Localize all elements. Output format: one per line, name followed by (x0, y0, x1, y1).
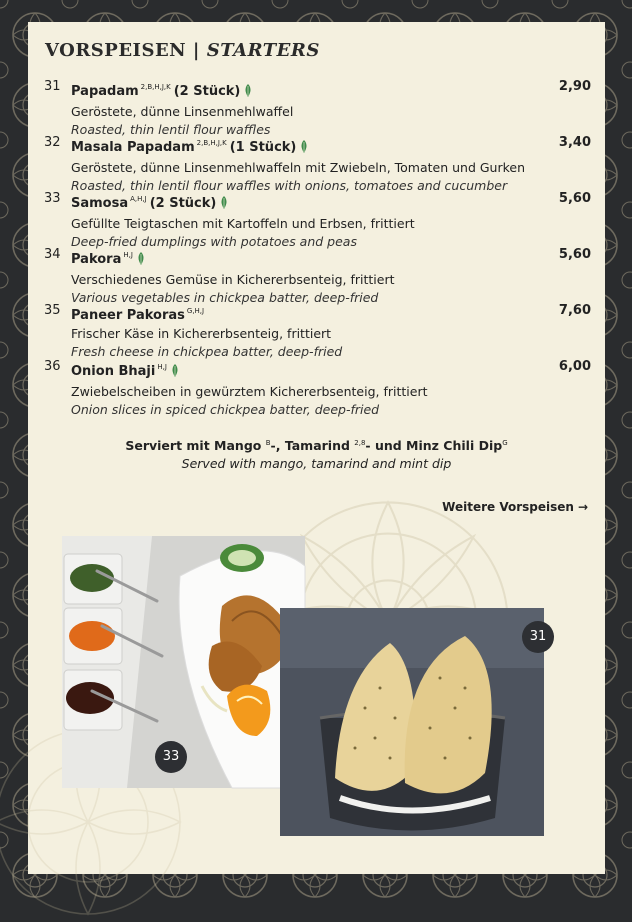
item-name: Samosa (71, 196, 129, 211)
vegetarian-leaf-icon (137, 252, 145, 271)
item-number: 36 (44, 359, 61, 374)
vegetarian-leaf-icon (220, 196, 228, 215)
title-separator: | (192, 40, 200, 61)
papadam-illustration (280, 608, 544, 836)
item-allergens: A,H,J (130, 195, 147, 203)
item-allergens: 2,B,H,J,K (140, 83, 171, 91)
item-name: Papadam (71, 84, 139, 99)
item-description-de: Frischer Käse in Kichererbsenteig, frittiert (71, 326, 332, 341)
more-starters-label: Weitere Vorspeisen (442, 500, 574, 514)
title-german: VORSPEISEN (45, 40, 187, 61)
papadam-photo (280, 608, 547, 836)
item-description-de: Geröstete, dünne Linsenmehlwaffeln mit Zwiebeln, Tomaten und Gurken (71, 160, 526, 175)
item-description-en: Roasted, thin lentil flour waffles (71, 122, 271, 137)
item-number: 33 (44, 191, 61, 206)
vegetarian-leaf-icon (300, 140, 308, 159)
item-allergens: H,J (123, 251, 133, 259)
dips-note (28, 434, 605, 473)
arrow-right-icon: → (577, 500, 588, 514)
item-name: Masala Papadam (71, 140, 195, 155)
dips-note-en: Served with mango, tamarind and mint dip (181, 456, 452, 472)
item-name: Pakora (71, 252, 122, 267)
vegetarian-leaf-icon (171, 364, 179, 383)
item-price: 7,60 (558, 303, 591, 318)
item-number: 31 (44, 79, 61, 94)
item-description-de: Geröstete, dünne Linsenmehlwaffel (71, 104, 294, 119)
item-number: 32 (44, 135, 61, 150)
item-number: 35 (44, 303, 61, 318)
item-price: 6,00 (558, 359, 591, 374)
item-price: 3,40 (558, 135, 591, 150)
dips-note-de: Serviert mit Mango $^B$-, Tamarind $^{2,8}$- und Minz Chili Dip$^G$ (125, 438, 508, 454)
photo-number-badge: 33 (155, 741, 187, 773)
item-allergens: G,H,J (186, 307, 205, 315)
item-description-en: Various vegetables in chickpea batter, deep-fried (71, 290, 379, 305)
photo-number-badge: 31 (522, 621, 554, 653)
title-english: STARTERS (206, 40, 320, 61)
item-allergens: H,J (157, 363, 167, 371)
item-description-en: Fresh cheese in chickpea batter, deep-fried (71, 344, 343, 359)
vegetarian-leaf-icon (244, 84, 252, 103)
item-description-de: Gefüllte Teigtaschen mit Kartoffeln und Erbsen, frittiert (71, 216, 415, 231)
item-description-en: Roasted, thin lentil flour waffles with onions, tomatoes and cucumber (71, 178, 508, 193)
item-description-en: Deep-fried dumplings with potatoes and peas (71, 234, 357, 249)
item-description-de: Verschiedenes Gemüse in Kichererbsenteig, frittiert (71, 272, 395, 287)
item-allergens: 2,B,H,J,K (196, 139, 227, 147)
section-title (45, 40, 320, 61)
more-starters-link[interactable] (442, 500, 588, 514)
item-quantity: (1 Stück) (229, 140, 297, 155)
item-price: 5,60 (558, 247, 591, 262)
item-price: 5,60 (558, 191, 591, 206)
item-quantity: (2 Stück) (173, 84, 241, 99)
item-name: Paneer Pakoras (71, 308, 185, 323)
item-description-de: Zwiebelscheiben in gewürztem Kichererbsenteig, frittiert (71, 384, 428, 399)
item-quantity: (2 Stück) (149, 196, 217, 211)
item-description-en: Onion slices in spiced chickpea batter, deep-fried (71, 402, 380, 417)
item-name: Onion Bhaji (71, 364, 156, 379)
samosa-photo (62, 536, 305, 788)
item-price: 2,90 (558, 79, 591, 94)
item-number: 34 (44, 247, 61, 262)
